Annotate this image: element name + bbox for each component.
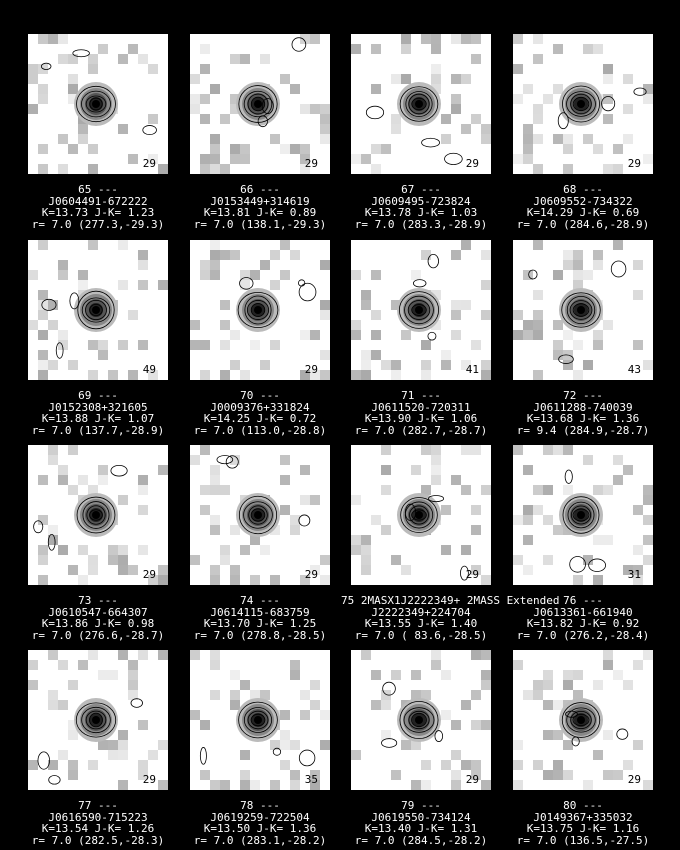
caption-coordinates: r= 7.0 (282.5,-28.3) — [31, 833, 165, 847]
caption-designation: J0611520-720311 — [371, 400, 471, 414]
panel-number-label: 29 — [465, 568, 479, 581]
caption-coordinates: r= 7.0 (137.7,-28.9) — [31, 423, 165, 437]
image-thumbnail — [513, 445, 653, 585]
caption-designation: J0619259-722504 — [210, 810, 310, 824]
panel-caption — [18, 390, 178, 436]
caption-coordinates: r= 7.0 (138.1,-29.3) — [193, 217, 327, 231]
contour-image — [351, 240, 491, 380]
caption-designation: J2222349+224704 — [371, 605, 471, 619]
caption-coordinates: r= 7.0 (283.3,-28.9) — [354, 217, 488, 231]
caption-magnitudes: K=13.90 J-K= 1.06 — [364, 412, 478, 425]
contour-image — [513, 34, 653, 174]
panel-number-label: 29 — [465, 773, 479, 786]
caption-id-line: 75 2MASX1J2222349+ 2MASS Extended — [341, 594, 560, 607]
panel-number-label: 35 — [304, 773, 318, 786]
caption-coordinates: r= 7.0 ( 83.6,-28.5) — [354, 628, 488, 642]
panel-number-label: 31 — [627, 568, 641, 581]
caption-designation: J0009376+331824 — [210, 400, 310, 414]
caption-coordinates: r= 9.4 (284.9,-28.7) — [516, 423, 650, 437]
panel-caption — [341, 594, 560, 642]
contour-image — [351, 445, 491, 585]
caption-coordinates: r= 7.0 (282.7,-28.7) — [354, 423, 488, 437]
panel-caption — [18, 184, 178, 230]
panel-caption — [503, 595, 663, 641]
contour-image — [28, 650, 168, 790]
image-thumbnail — [513, 34, 653, 174]
caption-designation: J0619550-734124 — [371, 810, 471, 824]
image-thumbnail — [28, 240, 168, 380]
contour-image — [513, 240, 653, 380]
caption-magnitudes: K=13.75 J-K= 1.16 — [526, 822, 640, 835]
caption-magnitudes: K=13.68 J-K= 1.36 — [526, 412, 640, 425]
contour-image — [513, 650, 653, 790]
caption-magnitudes: K=13.86 J-K= 0.98 — [41, 617, 155, 630]
contour-image — [28, 240, 168, 380]
caption-id-line: 77 --- — [78, 799, 118, 812]
image-thumbnail — [190, 34, 330, 174]
caption-id-line: 67 --- — [401, 183, 441, 196]
panel-caption — [180, 800, 340, 846]
image-thumbnail — [190, 650, 330, 790]
panel-caption — [180, 184, 340, 230]
caption-magnitudes: K=13.88 J-K= 1.07 — [41, 412, 155, 425]
panel-caption — [341, 390, 501, 436]
panel-caption — [341, 800, 501, 846]
caption-id-line: 73 --- — [78, 594, 118, 607]
caption-id-line: 66 --- — [240, 183, 280, 196]
caption-designation: J0153449+314619 — [210, 194, 310, 208]
panel-caption — [503, 390, 663, 436]
contour-image — [190, 445, 330, 585]
panel-number-label: 29 — [304, 568, 318, 581]
caption-designation: J0614115-683759 — [210, 605, 310, 619]
contour-image — [351, 34, 491, 174]
panel-caption — [180, 390, 340, 436]
panel-number-label: 29 — [142, 157, 156, 170]
caption-magnitudes: K=13.55 J-K= 1.40 — [364, 617, 478, 630]
caption-magnitudes: K=14.29 J-K= 0.69 — [526, 206, 640, 219]
caption-id-line: 78 --- — [240, 799, 280, 812]
contour-image — [351, 650, 491, 790]
caption-magnitudes: K=14.25 J-K= 0.72 — [203, 412, 317, 425]
contour-image — [28, 445, 168, 585]
contour-image — [513, 445, 653, 585]
caption-magnitudes: K=13.40 J-K= 1.31 — [364, 822, 478, 835]
caption-id-line: 79 --- — [401, 799, 441, 812]
caption-coordinates: r= 7.0 (113.0,-28.8) — [193, 423, 327, 437]
image-thumbnail — [28, 445, 168, 585]
image-thumbnail — [351, 34, 491, 174]
panel-number-label: 49 — [142, 363, 156, 376]
contour-image — [190, 240, 330, 380]
caption-designation: J0609495-723824 — [371, 194, 471, 208]
caption-designation: J0604491-672222 — [48, 194, 148, 208]
caption-magnitudes: K=13.73 J-K= 1.23 — [41, 206, 155, 219]
panel-number-label: 29 — [142, 773, 156, 786]
caption-magnitudes: K=13.81 J-K= 0.89 — [203, 206, 317, 219]
panel-caption — [341, 184, 501, 230]
panel-number-label: 29 — [304, 363, 318, 376]
caption-id-line: 72 --- — [563, 389, 603, 402]
panel-number-label: 29 — [304, 157, 318, 170]
caption-magnitudes: K=13.82 J-K= 0.92 — [526, 617, 640, 630]
caption-id-line: 65 --- — [78, 183, 118, 196]
panel-number-label: 29 — [142, 568, 156, 581]
image-thumbnail — [513, 240, 653, 380]
caption-magnitudes: K=13.54 J-K= 1.26 — [41, 822, 155, 835]
contour-image — [28, 34, 168, 174]
image-thumbnail — [351, 445, 491, 585]
caption-id-line: 70 --- — [240, 389, 280, 402]
caption-coordinates: r= 7.0 (136.5,-27.5) — [516, 833, 650, 847]
caption-coordinates: r= 7.0 (284.5,-28.2) — [354, 833, 488, 847]
caption-coordinates: r= 7.0 (278.8,-28.5) — [193, 628, 327, 642]
caption-designation: J0152308+321605 — [48, 400, 148, 414]
panel-number-label: 43 — [627, 363, 641, 376]
panel-number-label: 29 — [465, 157, 479, 170]
caption-magnitudes: K=13.50 J-K= 1.36 — [203, 822, 317, 835]
caption-coordinates: r= 7.0 (276.6,-28.7) — [31, 628, 165, 642]
image-thumbnail — [190, 445, 330, 585]
caption-designation: J0609552-734322 — [533, 194, 633, 208]
caption-designation: J0616590-715223 — [48, 810, 148, 824]
caption-designation: J0613361-661940 — [533, 605, 633, 619]
panel-caption — [503, 800, 663, 846]
caption-magnitudes: K=13.78 J-K= 1.03 — [364, 206, 478, 219]
image-thumbnail — [190, 240, 330, 380]
image-thumbnail — [28, 34, 168, 174]
image-thumbnail — [28, 650, 168, 790]
caption-id-line: 80 --- — [563, 799, 603, 812]
caption-designation: J0610547-664307 — [48, 605, 148, 619]
image-thumbnail — [351, 650, 491, 790]
panel-caption — [18, 595, 178, 641]
panel-caption — [180, 595, 340, 641]
panel-number-label: 41 — [465, 363, 479, 376]
caption-coordinates: r= 7.0 (276.2,-28.4) — [516, 628, 650, 642]
caption-id-line: 74 --- — [240, 594, 280, 607]
image-thumbnail — [351, 240, 491, 380]
caption-id-line: 71 --- — [401, 389, 441, 402]
caption-magnitudes: K=13.70 J-K= 1.25 — [203, 617, 317, 630]
caption-designation: J0611288-740039 — [533, 400, 633, 414]
image-thumbnail — [513, 650, 653, 790]
caption-coordinates: r= 7.0 (277.3,-29.3) — [31, 217, 165, 231]
panel-caption — [503, 184, 663, 230]
caption-coordinates: r= 7.0 (283.1,-28.2) — [193, 833, 327, 847]
caption-id-line: 76 --- — [563, 594, 603, 607]
caption-id-line: 69 --- — [78, 389, 118, 402]
caption-designation: J0149367+335032 — [533, 810, 633, 824]
caption-id-line: 68 --- — [563, 183, 603, 196]
panel-caption — [18, 800, 178, 846]
panel-number-label: 29 — [627, 157, 641, 170]
panel-number-label: 29 — [627, 773, 641, 786]
contour-image — [190, 650, 330, 790]
contour-image — [190, 34, 330, 174]
caption-coordinates: r= 7.0 (284.6,-28.9) — [516, 217, 650, 231]
